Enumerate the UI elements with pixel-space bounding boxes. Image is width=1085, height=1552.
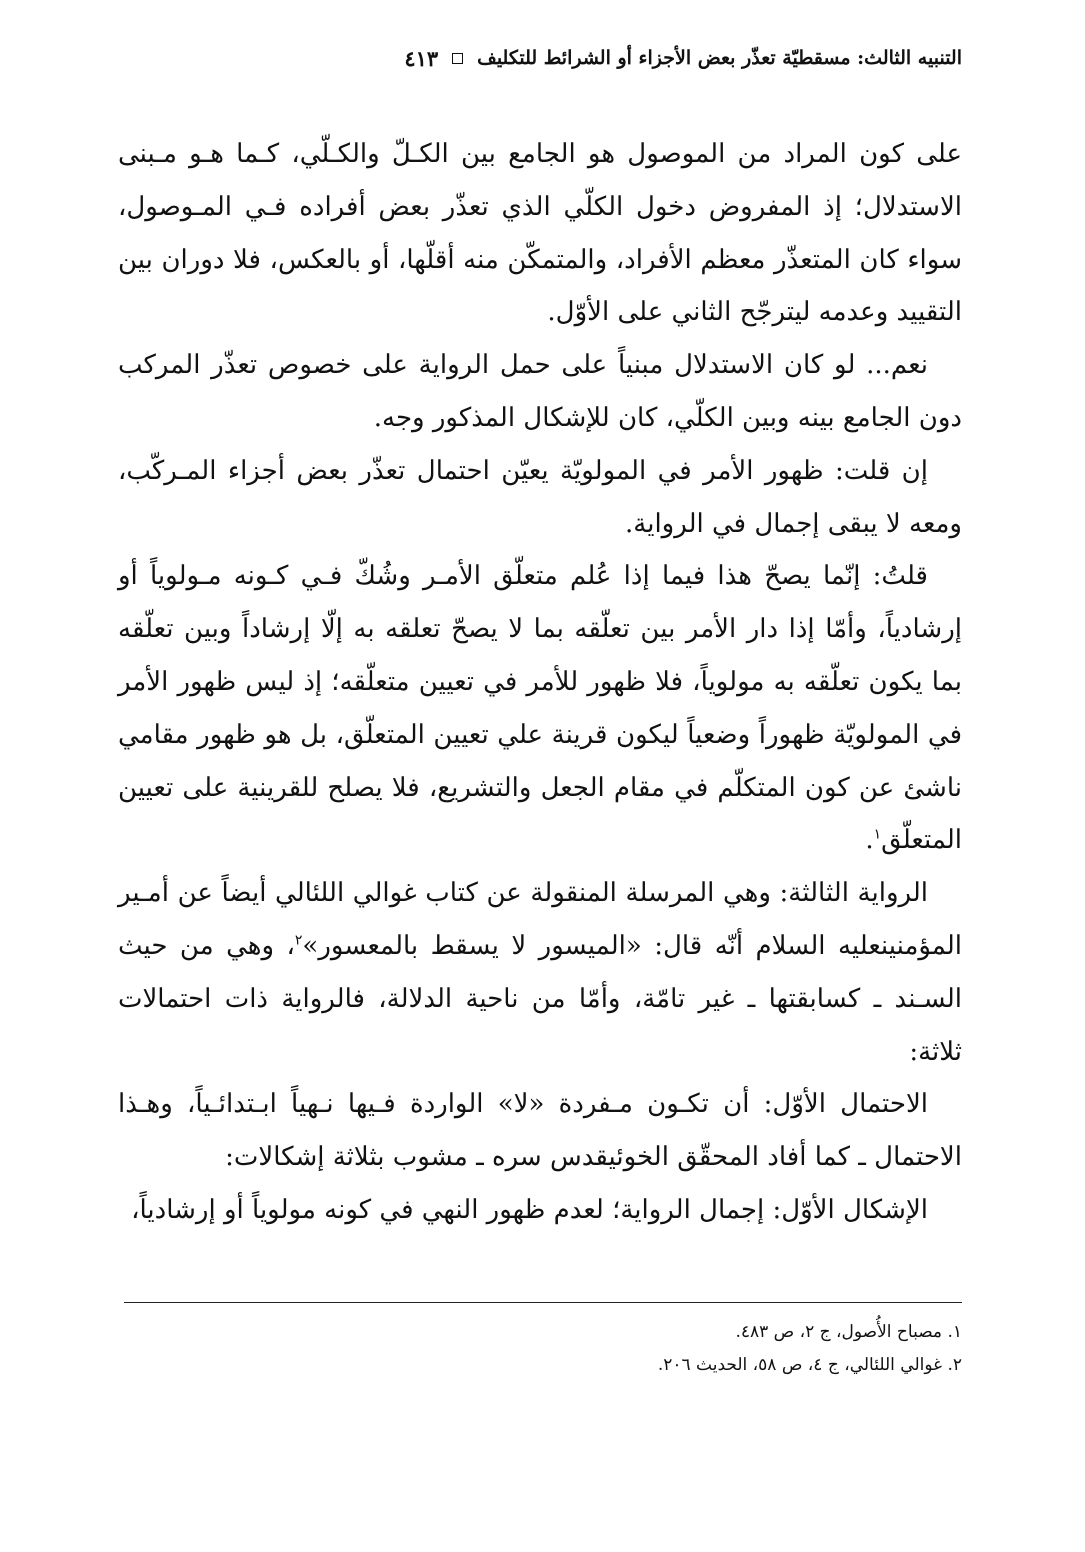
paragraph-2: نعم... لو كان الاستدلال مبنياً على حمل الرواية على خصوص تعذّر المركب دون الجامع بينه وبين الكلّي، كان للإشكال المذكور وجه.	[118, 350, 962, 433]
paragraph-5-text-a: الرواية الثالثة: وهي المرسلة المنقولة عن كتاب غوالي اللئالي أيضاً عن أمـير المؤمنينعليه السلام أنّه قال: «الميسور لا يسقط بالمعسور»	[118, 878, 962, 961]
running-head	[118, 38, 962, 78]
paragraph-4-text: قلتُ: إنّما يصحّ هذا فيما إذا عُلم متعلّق الأمـر وشُكّ فـي كـونه مـولوياً أو إرشادياً، وأمّا إذا دار الأمر بين تعلّقه بما لا يصحّ تعلقه به إلّا إرشاداً وبين تعلّقه بما يكون تعلّقه به مولوياً، فلا ظهور للأمر في تعيين متعلّقه؛ إذ ليس ظهور الأمر في المولويّة ظهوراً وضعياً ليكون قرينة علي تعيين المتعلّق، بل هو ظهور مقامي ناشئ عن كون المتكلّم في مقام الجعل والتشريع، فلا يصلح للقرينية على تعيين المتعلّق	[118, 561, 963, 856]
page-number: ٤١٣	[404, 45, 439, 71]
paragraph-3: إن قلت: ظهور الأمر في المولويّة يعيّن احتمال تعذّر بعض أجزاء المـركّب، ومعه لا يبقى إجمال في الرواية.	[118, 455, 962, 539]
paragraph-5	[118, 867, 962, 1078]
footnote-ref-1[interactable]: ١	[873, 826, 882, 843]
footnote-2: ٢. غوالي اللئالي، ج ٤، ص ٥٨، الحديث ٢٠٦.	[657, 1355, 962, 1375]
body-text	[118, 128, 962, 1237]
paragraph-5-text-b: ، وهي من حيث السـند ـ كسابقتها ـ غير تامّة، وأمّا من ناحية الدلالة، فالرواية ذات احتمالات ثلاثة:	[118, 930, 962, 1067]
paragraph-4: قلتُ: إنّما يصحّ هذا فيما إذا عُلم متعلّق الأمـر وشُكّ فـي كـونه مـولوياً أو إرشادياً، وأمّا إذا دار الأمر بين تعلّقه بما لا يصحّ تعلقه به إلّا إرشاداً وبين تعلّقه بما يكون تعلّقه به مولوياً، فلا ظهور للأمر في تعيين متعلّقه؛ إذ ليس ظهور الأمر في المولويّة ظهوراً وضعياً ليكون قرينة علي تعيين المتعلّق، بل هو ظهور مقامي ناشئ عن كون المتكلّم في مقام الجعل والتشريع، فلا يصلح للقرينية على تعيين المتعلّق$^١$.	[118, 561, 963, 856]
footnote-1: ١. مصباح الأُصول، ج ٢، ص ٤٨٣.	[735, 1322, 962, 1342]
paragraph-6: الاحتمال الأوّل: أن تكـون مـفردة «لا» الواردة فـيها نـهياً ابـتدائـياً، وهـذا الاحتمال ـ كما أفاد المحقّق الخوئيقدس سره ـ مشوب بثلاثة إشكالات:	[118, 1089, 962, 1173]
running-head-title: التنبيه الثالث: مسقطيّة تعذّر بعض الأجزاء أو الشرائط للتكليف	[477, 47, 962, 69]
footnotes	[118, 1316, 962, 1382]
paragraph-7: الإشكال الأوّل: إجمال الرواية؛ لعدم ظهور النهي في كونه مولوياً أو إرشادياً،	[131, 1194, 928, 1225]
square-ornament-icon	[452, 53, 463, 64]
paragraph-1: على كون المراد من الموصول هو الجامع بين الكـلّ والكـلّي، كـما هـو مـبنى الاستدلال؛ إذ المفروض دخول الكلّي الذي تعذّر بعض أفراده فـي المـوصول، سواء كان المتعذّر معظم الأفراد، والمتمكّن منه أقلّها، أو بالعكس، فلا دوران بين التقييد وعدمه ليترجّح الثاني على الأوّل.	[118, 139, 962, 328]
footnote-ref-2[interactable]: ٢	[294, 932, 303, 949]
footnote-divider	[124, 1302, 962, 1303]
